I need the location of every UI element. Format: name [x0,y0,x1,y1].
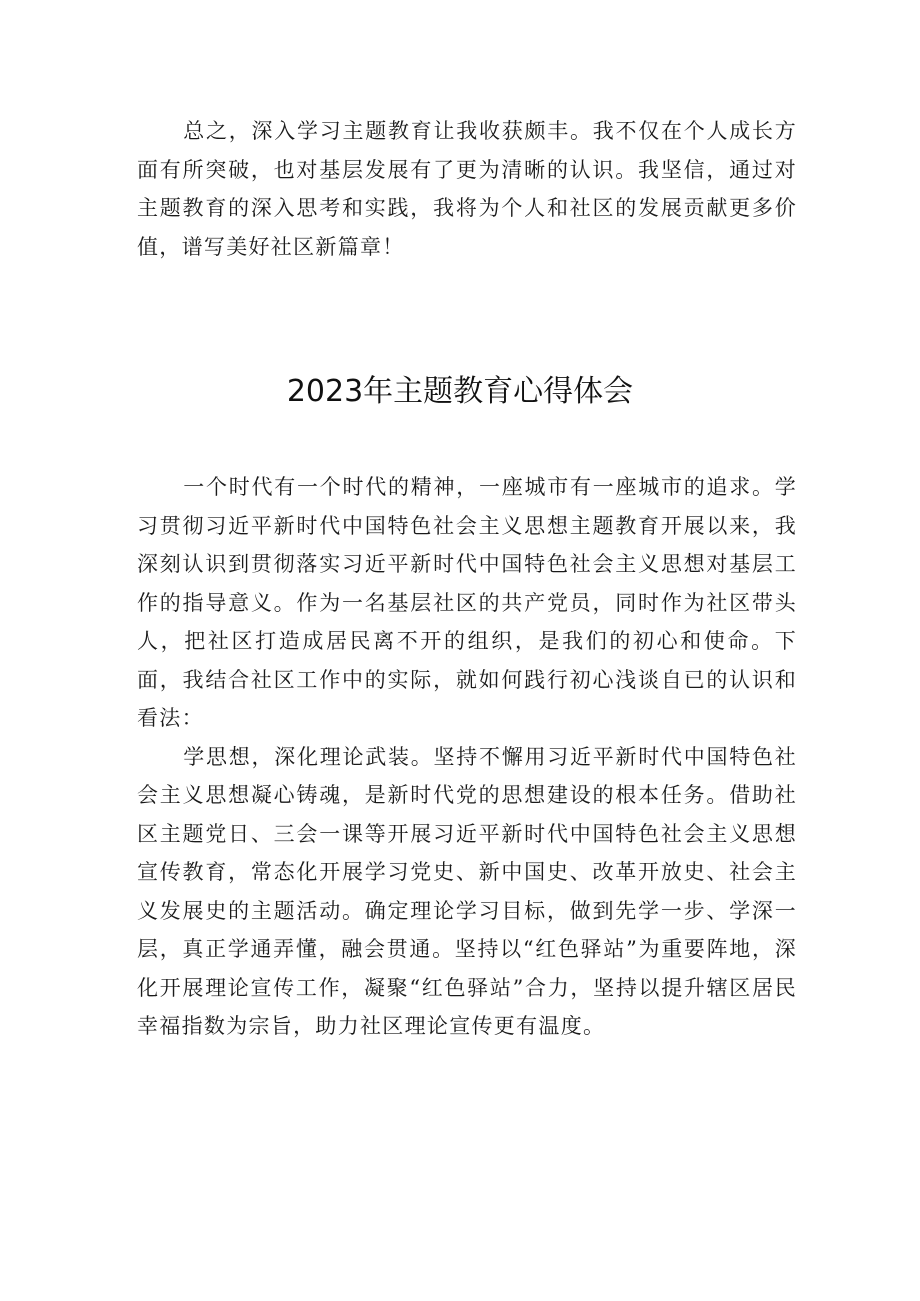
body-section [137,468,797,1046]
body-paragraph-2: 学思想，深化理论武装。坚持不懈用习近平新时代中国特色社会主义思想凝心铸魂，是新时代党的思想建设的根本任务。借助社区主题党日、三会一课等开展习近平新时代中国特色社会主义思想宣传教育，常态化开展学习党史、新中国史、改革开放史、社会主义发展史的主题活动。确定理论学习目标，做到先学一步、学深一层，真正学通弄懂，融会贯通。坚持以“红色驿站”为重要阵地，深化开展理论宣传工作，凝聚“红色驿站”合力，坚持以提升辖区居民幸福指数为宗旨，助力社区理论宣传更有温度。 [137,744,797,1038]
document-title: 2023年主题教育心得体会 [286,374,634,409]
body-paragraph-1: 一个时代有一个时代的精神，一座城市有一座城市的追求。学习贯彻习近平新时代中国特色社会主义思想主题教育开展以来，我深刻认识到贯彻落实习近平新时代中国特色社会主义思想对基层工作的指导意义。作为一名基层社区的共产党员，同时作为社区带头人，把社区打造成居民离不开的组织，是我们的初心和使命。下面，我结合社区工作中的实际，就如何践行初心浅谈自已的认识和看法： [137,475,797,730]
intro-paragraph: 总之，深入学习主题教育让我收获颇丰。我不仅在个人成长方面有所突破，也对基层发展有了更为清晰的认识。我坚信，通过对主题教育的深入思考和实践，我将为个人和社区的发展贡献更多价值，谱写美好社区新篇章！ [137,119,797,259]
intro-section [137,112,797,266]
